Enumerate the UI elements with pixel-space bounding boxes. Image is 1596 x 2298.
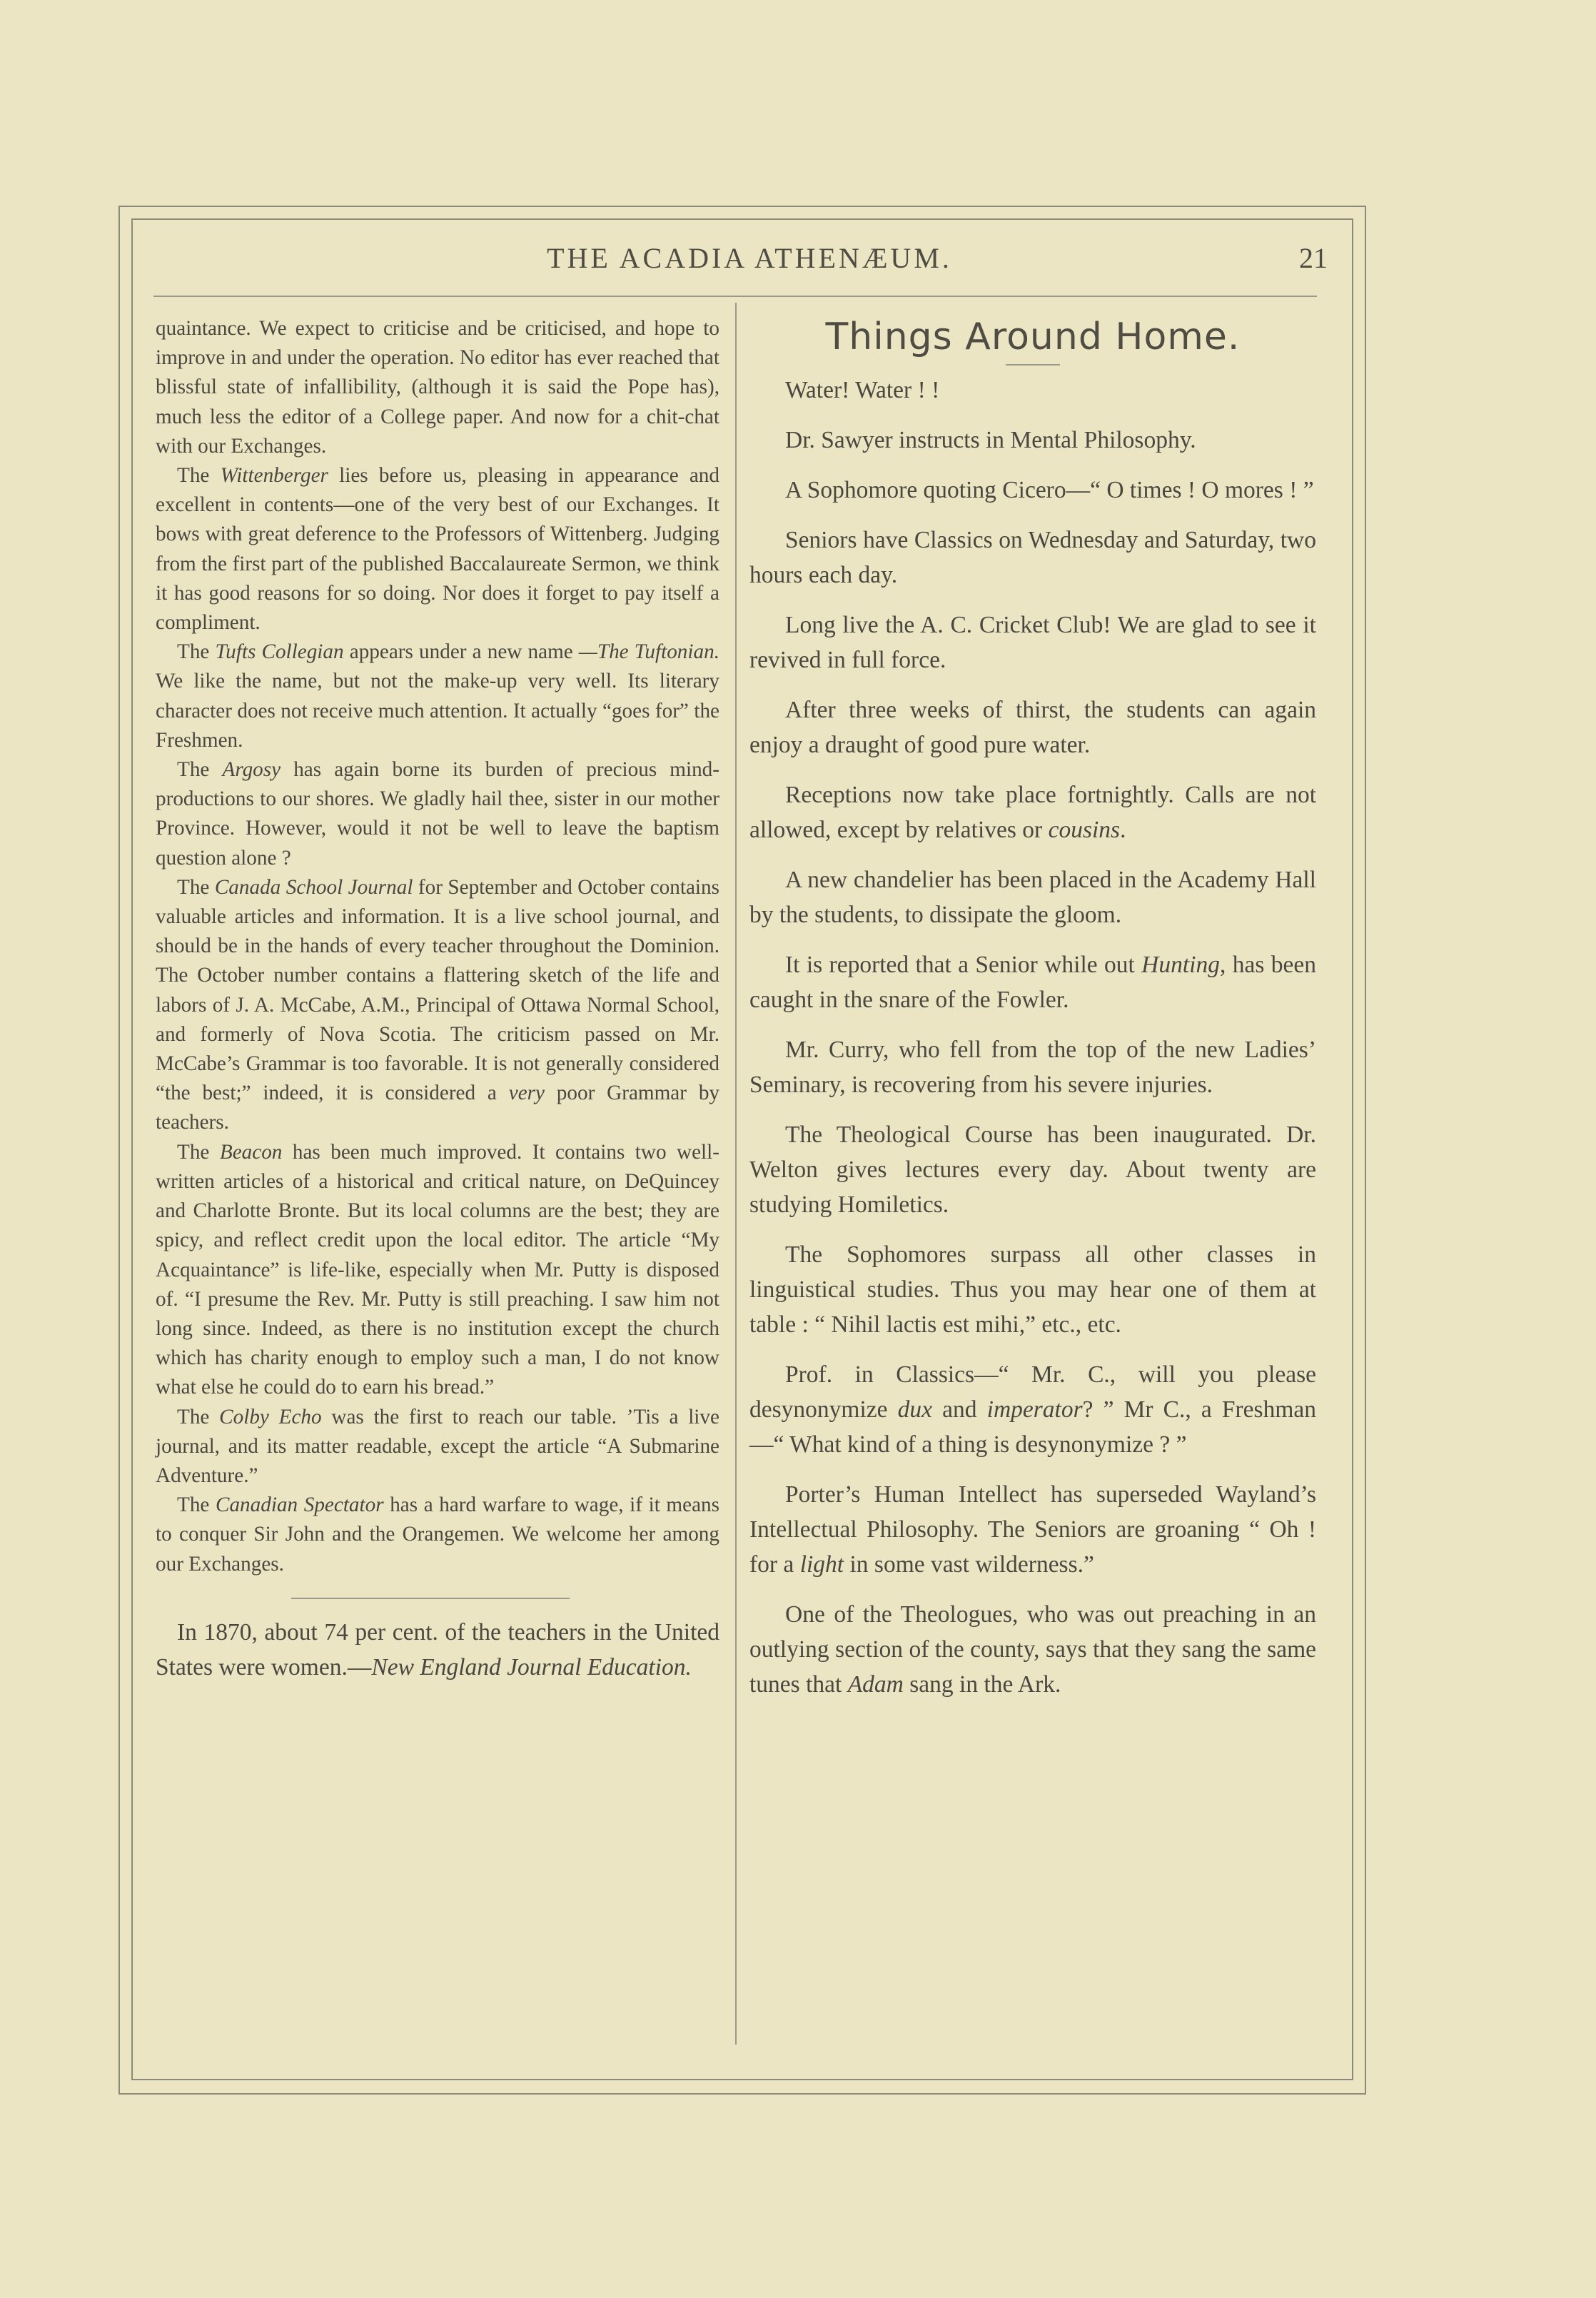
text-run: The <box>177 640 216 664</box>
column-divider <box>735 303 737 2045</box>
text-run: The <box>177 1140 220 1164</box>
text-run: sang in the Ark. <box>903 1671 1061 1698</box>
news-item <box>749 473 1316 508</box>
text-run: The <box>177 1493 216 1517</box>
header-rule <box>153 296 1317 297</box>
text-run: ? ” Mr C., a Freshman—“ What kind of a thing is desynonymize ? ” <box>749 1396 1317 1458</box>
journal-title: Colby Echo <box>219 1405 322 1428</box>
news-item <box>749 1597 1316 1702</box>
text-run: The Theological Course has been inaugurated. Dr. Welton gives lectures every day. About twenty are studying Homiletics. <box>749 1122 1316 1218</box>
text-run: Seniors have Classics on Wednesday and Saturday, two hours each day. <box>749 527 1316 588</box>
journal-title: Beacon <box>219 1140 283 1164</box>
emphasis: cousins <box>1048 817 1121 843</box>
text-run: and <box>932 1396 987 1423</box>
news-item <box>749 777 1316 847</box>
text-run: Prof. in Classics—“ Mr. C., will you please desynonymize <box>749 1361 1316 1423</box>
text-run: The <box>177 758 223 782</box>
source-citation: New England Journal Education. <box>371 1653 692 1680</box>
news-item <box>749 1357 1316 1462</box>
exchange-paragraph <box>156 314 719 461</box>
text-run: One of the Theologues, who was out preaching in an outlying section of the county, says that they sang the same tunes that <box>749 1601 1316 1698</box>
news-item <box>749 373 1316 408</box>
text-run: It is reported that a Senior while out <box>785 952 1142 978</box>
text-run: After three weeks of thirst, the students can again enjoy a draught of good pure water. <box>749 697 1316 758</box>
journal-title: Wittenberger <box>220 464 328 488</box>
text-run: , has been caught in the snare of the Fowler. <box>749 952 1316 1013</box>
journal-title: Argosy <box>222 758 281 782</box>
text-run: poor Grammar by teachers. <box>156 1082 720 1134</box>
page-number: 21 <box>1299 242 1328 274</box>
exchange-paragraph <box>156 755 719 873</box>
journal-title: Tufts Collegian <box>215 640 344 664</box>
journal-title: —The Tuftonian. <box>578 640 719 664</box>
title-rule <box>1006 364 1060 366</box>
text-run: Receptions now take place fortnightly. Calls are not allowed, except by relatives or <box>749 782 1316 843</box>
exchange-paragraph <box>156 638 719 755</box>
news-item <box>749 862 1316 932</box>
text-run: Water! Water ! ! <box>785 377 940 403</box>
news-item <box>749 692 1316 762</box>
text-run: has been much improved. It contains two well-written articles of a historical and critical nature, on DeQuincey and Charlotte Bronte. But its local columns are the best; they are spicy, and reflect credit upon the local editor. The article “My Acquaintance” is life-like, especially when Mr. Putty is disposed of. “I presume the Rev. Mr. Putty is still preaching. I saw him not long since. Indeed, as there is no institution except the church which has charity enough to employ such a man, I do not know what else he could do to earn his bread.” <box>156 1140 719 1399</box>
exchange-paragraph <box>156 1138 719 1403</box>
emphasis: light <box>799 1551 844 1578</box>
teachers-statistic-note <box>156 1615 719 1685</box>
text-run: quaintance. We expect to criticise and be criticised, and hope to improve in and under the operation. No editor has ever reached that blissful state of infallibility, (although it is said the Pope has), much less the editor of a College paper. And now for a chit-chat with our Exchanges. <box>156 317 719 458</box>
text-run: Mr. Curry, who fell from the top of the new Ladies’ Seminary, is recovering from his severe injuries. <box>749 1037 1316 1098</box>
text-run: We like the name, but not the make-up very well. Its literary character does not receive much attention. It actually “goes for” the Freshmen. <box>156 670 719 752</box>
text-run: Dr. Sawyer instructs in Mental Philosophy. <box>785 427 1196 453</box>
text-run: The <box>177 1405 220 1428</box>
running-head: THE ACADIA ATHENÆUM. <box>547 242 952 274</box>
text-run: The <box>177 875 215 899</box>
text-run: Long live the A. C. Cricket Club! We are glad to see it revived in full force. <box>749 612 1316 673</box>
emphasis: imperator <box>986 1396 1083 1423</box>
section-title: Things Around Home. <box>825 316 1241 358</box>
text-run: The Sophomores surpass all other classes in linguistical studies. Thus you may hear one of them at table : “ Nihil lactis est mihi,” etc., etc. <box>749 1241 1316 1338</box>
note-rule <box>291 1598 570 1599</box>
news-item <box>749 523 1316 593</box>
news-item <box>749 1117 1316 1222</box>
text-run: Porter’s Human Intellect has superseded Wayland’s Intellectual Philosophy. The Seniors are groaning “ Oh ! for a <box>749 1481 1316 1578</box>
journal-title: Canadian Spectator <box>215 1493 384 1517</box>
emphasis: Adam <box>847 1671 904 1698</box>
exchange-paragraph <box>156 1403 719 1491</box>
text-run: lies before us, pleasing in appearance and excellent in contents—one of the very best of our Exchanges. It bows with great deference to the Professors of Wittenberg. Judging from the first part of the published Baccalaureate Sermon, we think it has good reasons for so doing. Nor does it forget to pay itself a compliment. <box>156 464 719 635</box>
text-run: The <box>177 464 221 488</box>
text-run: A new chandelier has been placed in the Academy Hall by the students, to dissipate the gloom. <box>749 867 1316 928</box>
exchange-paragraph <box>156 873 719 1138</box>
news-item <box>749 1477 1316 1582</box>
news-item <box>749 1032 1316 1102</box>
news-item <box>749 1237 1316 1342</box>
news-item <box>749 947 1316 1017</box>
journal-title: Canada School Journal <box>214 875 413 899</box>
text-run: In 1870, about 74 per cent. of the teachers in the United States were women.— <box>156 1618 719 1680</box>
text-run: for September and October contains valuable articles and information. It is a live school journal, and should be in the hands of every teacher throughout the Dominion. The October number contains a flattering sketch of the life and labors of J. A. McCabe, A.M., Principal of Ottawa Normal School, and formerly of Nova Scotia. The criticism passed on Mr. McCabe’s Grammar is too favorable. It is not generally considered “the best;” indeed, it is considered a <box>156 875 719 1105</box>
exchanges-column <box>156 314 719 1685</box>
text-run: A Sophomore quoting Cicero—“ O times ! O mores ! ” <box>785 477 1314 503</box>
text-run: appears under a new name <box>343 640 579 664</box>
exchange-paragraph <box>156 461 719 638</box>
emphasis: dux <box>897 1396 933 1423</box>
text-run: was the first to reach our table. ’Tis a live journal, and its matter readable, except the article “A Submarine Adventure.” <box>156 1405 719 1487</box>
text-run: has again borne its burden of precious mind-productions to our shores. We gladly hail thee, sister in our mother Province. However, would it not be well to leave the baptism question alone ? <box>156 758 719 870</box>
news-item <box>749 608 1316 677</box>
emphasis: very <box>508 1082 545 1105</box>
exchange-paragraph <box>156 1491 719 1579</box>
emphasis: Hunting <box>1141 952 1220 978</box>
text-run: . <box>1120 817 1126 843</box>
text-run: in some vast wilderness.” <box>844 1551 1094 1578</box>
text-run: has a hard warfare to wage, if it means to conquer Sir John and the Orangemen. We welcome her among our Exchanges. <box>156 1493 719 1576</box>
things-around-home-column <box>749 314 1316 1717</box>
news-item <box>749 423 1316 458</box>
exchanges-paragraphs <box>156 314 719 1579</box>
